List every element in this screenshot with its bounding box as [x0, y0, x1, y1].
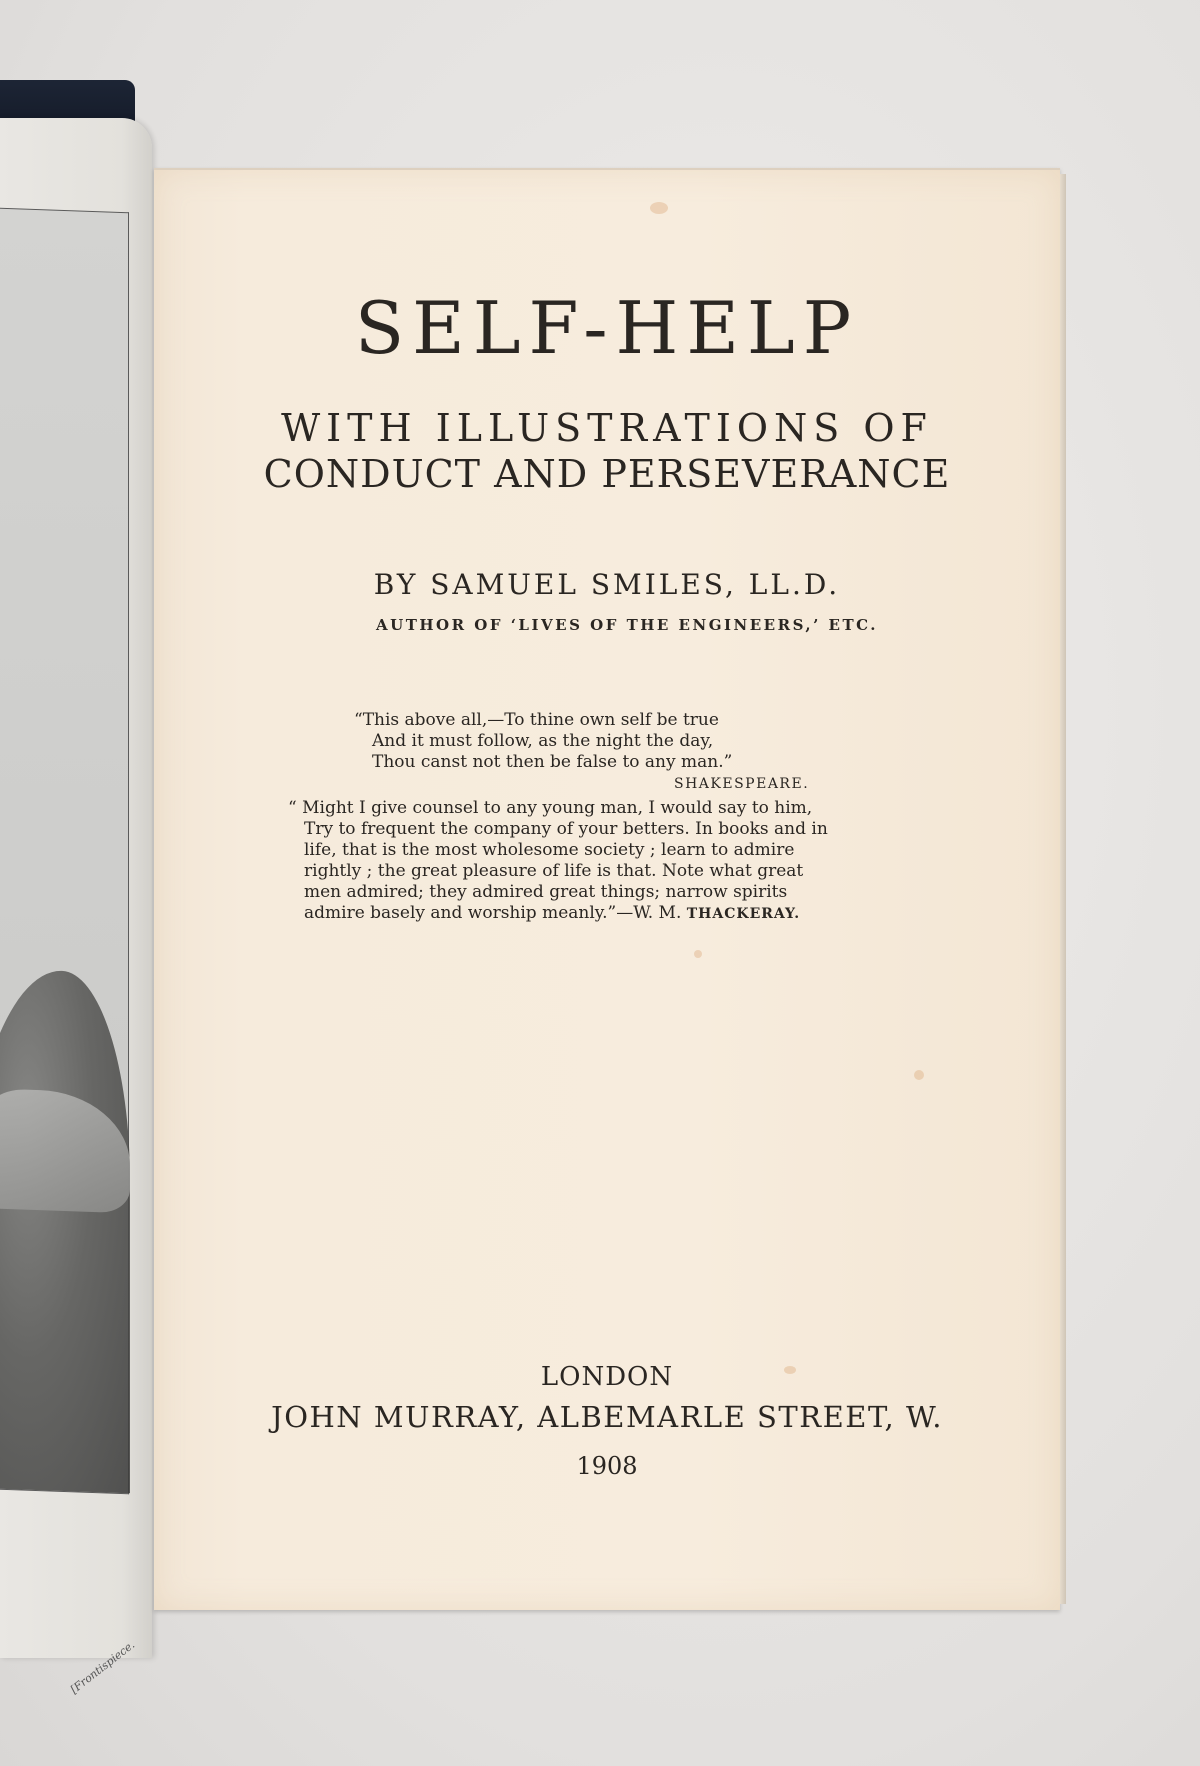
quote-line: “ Might I give counsel to any young man, I would say to him,	[288, 798, 813, 818]
quote-line: Try to frequent the company of your betters. In books and in	[304, 819, 828, 839]
thackeray-quote	[288, 798, 844, 925]
author-note: AUTHOR OF ‘LIVES OF THE ENGINEERS,’ ETC.	[375, 616, 879, 634]
quote-line: rightly ; the great pleasure of life is that. Note what great	[304, 861, 804, 881]
quote-line: life, that is the most wholesome society ; learn to admire	[304, 840, 795, 860]
quote-line: admire basely and worship meanly.”—W. M.	[304, 903, 682, 923]
foxing-spot	[650, 202, 668, 214]
book-title: SELF-HELP	[354, 286, 860, 370]
foxing-spot	[914, 1070, 924, 1080]
subtitle-line-2: CONDUCT AND PERSEVERANCE	[263, 452, 951, 496]
imprint-city: LONDON	[540, 1362, 674, 1392]
portrait-figure	[0, 967, 130, 1493]
page-edge	[1060, 174, 1066, 1604]
quote-attribution: SHAKESPEARE.	[674, 776, 810, 792]
subtitle-line-1: WITH ILLUSTRATIONS OF	[281, 406, 933, 450]
author-byline: BY SAMUEL SMILES, LL.D.	[373, 568, 841, 601]
foxing-spot	[694, 950, 702, 958]
quote-line-final	[288, 903, 844, 925]
frontispiece-page	[0, 118, 152, 1697]
publisher-imprint: JOHN MURRAY, ALBEMARLE STREET, W.	[271, 1400, 943, 1434]
quote-attribution: THACKERAY.	[686, 906, 801, 922]
quote-line: And it must follow, as the night the day,	[372, 731, 714, 751]
shakespeare-quote	[354, 710, 794, 773]
title-page	[154, 168, 1060, 1610]
quote-line: men admired; they admired great things; narrow spirits	[304, 882, 788, 902]
frontispiece-portrait-plate	[0, 208, 129, 1495]
quote-line: “This above all,—To thine own self be true	[354, 710, 719, 730]
frontispiece-caption: [Frontispiece.	[68, 1638, 138, 1697]
publication-year: 1908	[576, 1452, 638, 1480]
quote-line: Thou canst not then be false to any man.”	[372, 752, 733, 772]
